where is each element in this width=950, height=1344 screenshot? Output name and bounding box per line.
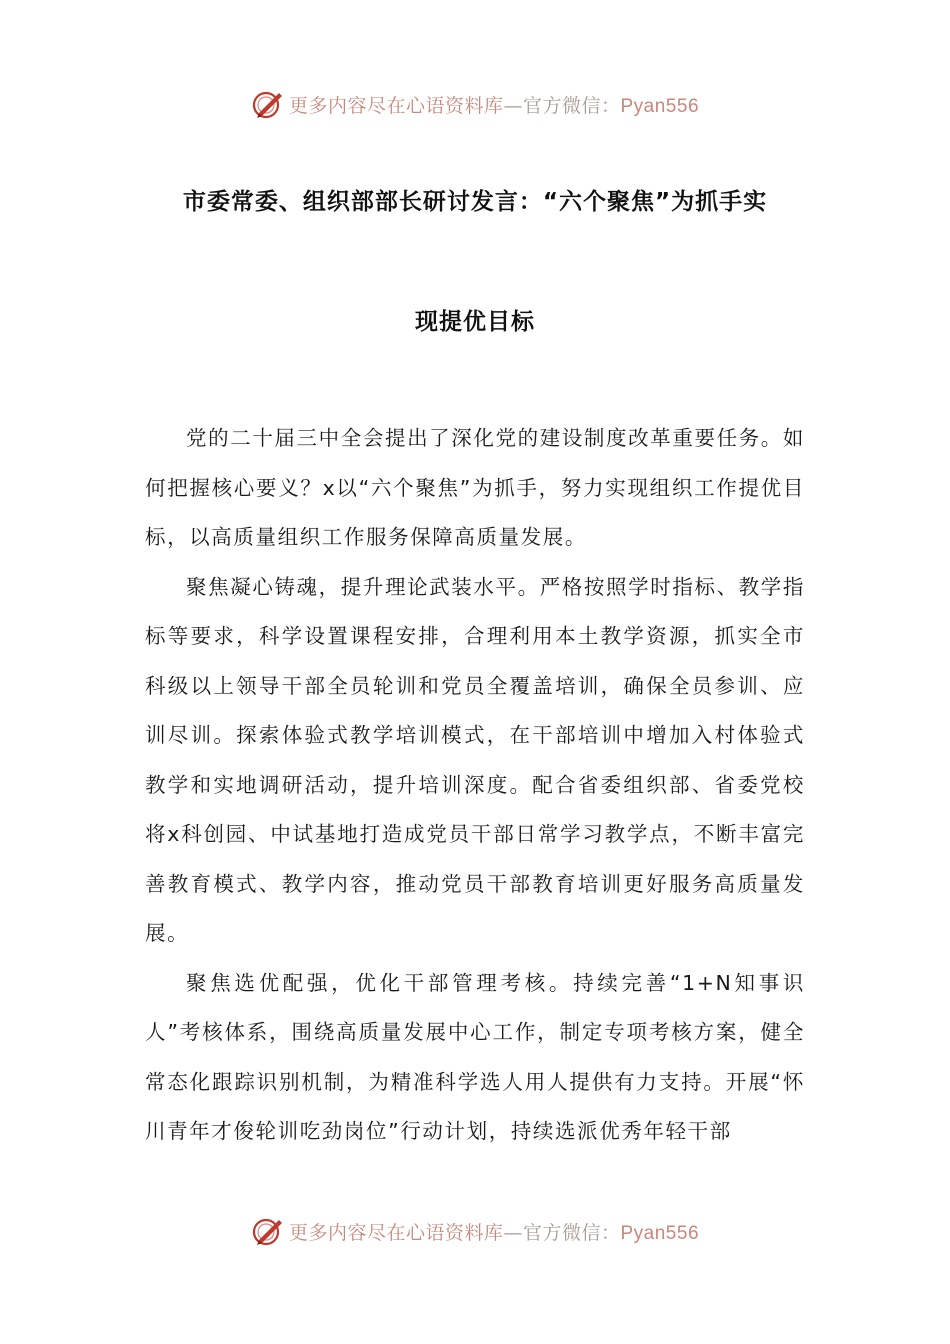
document-body (145, 414, 805, 1157)
footer-watermark (0, 1211, 950, 1251)
document-title-line-2: 现提优目标 (415, 309, 535, 335)
watermark-text (289, 1218, 699, 1245)
watermark-wechat-id: Pyan556 (620, 95, 700, 117)
body-paragraph: 聚焦凝心铸魂，提升理论武装水平。严格按照学时指标、教学指标等要求，科学设置课程安排，合理利用本土教学资源，抓实全市科级以上领导干部全员轮训和党员全覆盖培训，确保全员参训、应训尽训。探索体验式教学培训模式，在干部培训中增加入村体验式教学和实地调研活动，提升培训深度。配合省委组织部、省委党校将x科创园、中试基地打造成党员干部日常学习教学点，不断丰富完善教育模式、教学内容，推动党员干部教育培训更好服务高质量发展。 (145, 574, 805, 945)
pen-in-circle-icon (251, 87, 285, 121)
watermark-wechat-id: Pyan556 (620, 1222, 700, 1244)
watermark-main: 更多内容尽在心语资料库 (288, 94, 504, 117)
pen-in-circle-icon (251, 1214, 285, 1248)
watermark-separator: — (503, 94, 523, 117)
watermark-main: 更多内容尽在心语资料库 (288, 1221, 504, 1244)
watermark-wechat-label: 官方微信： (522, 94, 621, 117)
body-paragraph: 党的二十届三中全会提出了深化党的建设制度改革重要任务。如何把握核心要义？x以“六个聚焦”为抓手，努力实现组织工作提优目标，以高质量组织工作服务保障高质量发展。 (145, 426, 805, 549)
header-watermark (0, 84, 950, 124)
watermark-wechat-label: 官方微信： (522, 1221, 621, 1244)
body-paragraph: 聚焦选优配强，优化干部管理考核。持续完善“1+N知事识人”考核体系，围绕高质量发展中心工作，制定专项考核方案，健全常态化跟踪识别机制，为精准科学选人用人提供有力支持。开展“怀川青年才俊轮训吃劲岗位”行动计划，持续选派优秀年轻干部 (145, 970, 805, 1143)
document-title-line-1: 市委常委、组织部部长研讨发言：“六个聚焦”为抓手实 (182, 189, 768, 215)
watermark-separator: — (503, 1221, 523, 1244)
watermark-text (289, 91, 699, 118)
